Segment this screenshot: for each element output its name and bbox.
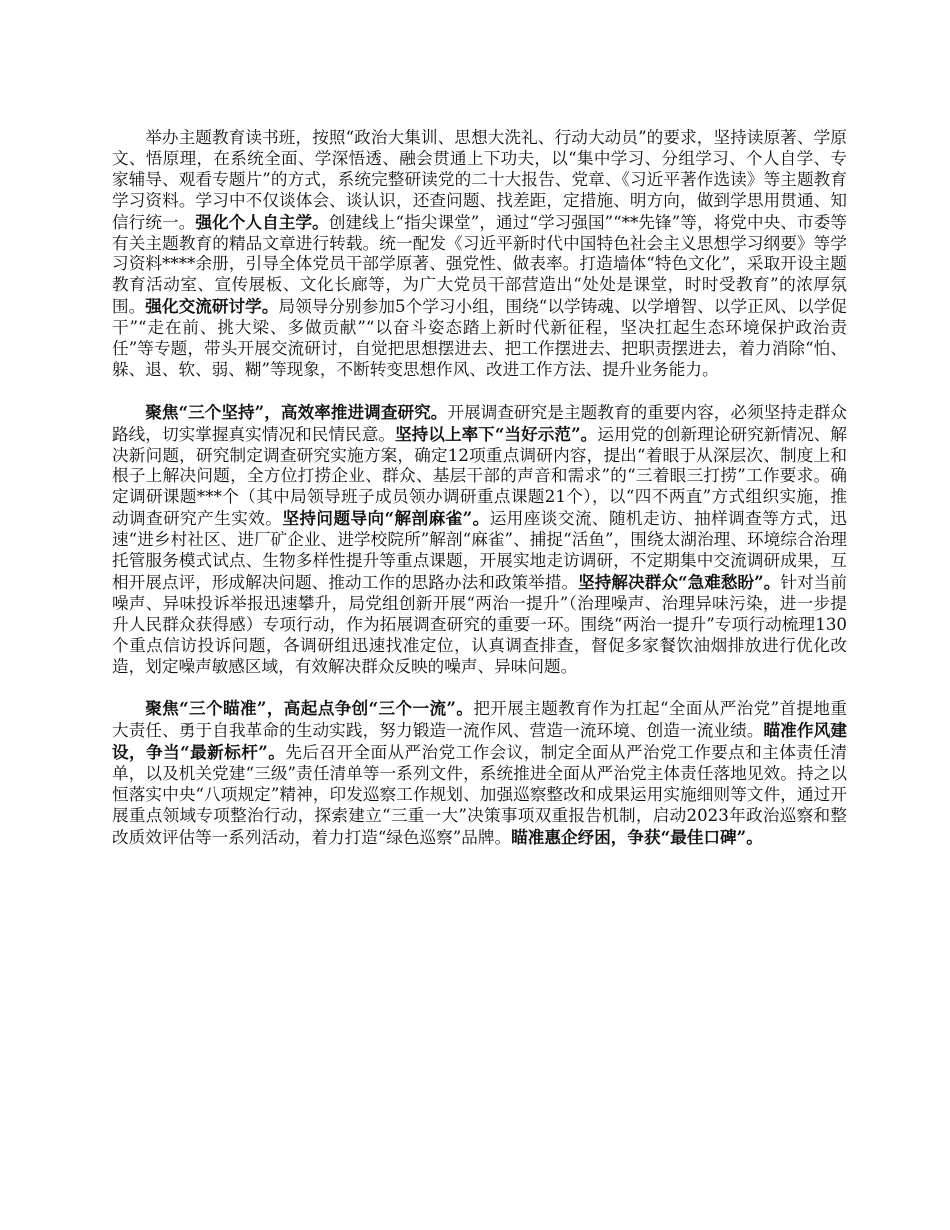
text-segment: 把开展主题教育作为扛起“全面从严治党”首提地重大责任、勇于自我革命的生动实践，努力锻造一流作风、营造一流环境、创造一流业绩。: [112, 699, 847, 741]
text-segment: 开展调查研究是主题教育的重要内容，必须坚持走群众路线，切实掌握真实情况和民情民意。: [112, 402, 847, 444]
bold-heading: 瞄准作风建设，争当“最新标杆”。: [112, 720, 847, 763]
text-segment: 运用党的创新理论研究新情况、解决新问题，研究制定调查研究实施方案，确定12项重点调研内容，提出“着眼于从深层次、制度上和根子上解决问题，全方位打捞企业、群众、基层干部的声音和需求”的“三着眼三打捞”工作要求。确定调研课题***个（其中局领导班子成员领办调研重点课题21个），以“四不两直”方式组织实施，推动调查研究产生实效。: [112, 424, 847, 529]
section-heading: 聚焦“三个瞄准”，高起点争创“三个一流”。: [145, 698, 474, 719]
bold-heading: 坚持以上率下“当好示范”。: [395, 423, 598, 444]
text-segment: 针对当前噪声、异味投诉举报迅速攀升，局党组创新开展“两治一提升”（治理噪声、治理异味污染，进一步提升人民群众获得感）专项行动，作为拓展调查研究的重要一环。围绕“两治一提升”专项行动梳理130个重点信访投诉问题，各调研组迅速找准定位，认真调查排查，督促多家餐饮油烟排放进行优化改造，划定噪声敏感区域，有效解决群众反映的噪声、异味问题。: [112, 573, 847, 676]
bold-heading: 坚持问题导向“解剖麻雀”。: [282, 508, 490, 529]
text-segment: 创建线上“指尖课堂”，通过“学习强国”“**先锋”等，将党中央、市委等有关主题教育的精品文章进行转载。统一配发《习近平新时代中国特色社会主义思想学习纲要》等学习资料****余册，引导全体党员干部学原著、强党性、做表率。打造墙体“特色文化”，采取开设主题教育活动室、宣传展板、文化长廊等，为广大党员干部营造出“处处是课堂，时时受教育”的浓厚氛围。: [112, 212, 847, 317]
paragraph-first-class: [112, 698, 847, 848]
bold-heading: 坚持解决群众“急难愁盼”。: [578, 572, 781, 593]
text-segment: 先后召开全面从严治党工作会议，制定全面从严治党工作要点和主体责任清单，以及机关党建“三级”责任清单等一系列文件，系统推进全面从严治党主体责任落地见效。持之以恒落实中央“八项规定”精神，印发巡察工作规划、加强巡察整改和成果运用实施细则等文件，通过开展重点领域专项整治行动，探索建立“三重一大”决策事项双重报告机制，启动2023年政治巡察和整改质效评估等一系列活动，着力打造“绿色巡察”品牌。: [112, 743, 847, 847]
paragraph-research: [112, 402, 847, 678]
section-heading: 聚焦“三个坚持”，高效率推进调查研究。: [145, 401, 448, 422]
paragraph-study: [112, 128, 847, 381]
document-page: [112, 128, 847, 870]
text-segment: 举办主题教育读书班，按照“政治大集训、思想大洗礼、行动大动员”的要求，坚持读原著、学原文、悟原理，在系统全面、学深悟透、融会贯通上下功夫，以“集中学习、分组学习、个人自学、专家辅导、观看专题片”的方式，系统完整研读党的二十大报告、党章、《习近平著作选读》等主题教育学习资料。学习中不仅谈体会、谈认识，还查问题、找差距，定措施、明方向，做到学思用贯通、知信行统一。: [112, 128, 847, 232]
text-segment: 运用座谈交流、随机走访、抽样调查等方式，迅速“进乡村社区、进厂矿企业、进学校院所”解剖“麻雀”、捕捉“活鱼”，围绕太湖治理、环境综合治理托管服务模式试点、生物多样性提升等重点课题，开展实地走访调研，不定期集中交流调研成果，互相开展点评，形成解决问题、推动工作的思路办法和政策举措。: [112, 509, 847, 593]
text-segment: 局领导分别参加5个学习小组，围绕“以学铸魂、以学增智、以学正风、以学促干”“走在前、挑大梁、多做贡献”“以奋斗姿态踏上新时代新征程，坚决扛起生态环境保护政治责任”等专题，带头开展交流研讨，自觉把思想摆进去、把工作摆进去、把职责摆进去，着力消除“怕、躲、退、软、弱、糊”等现象，不断转变思想作风、改进工作方法、提升业务能力。: [112, 297, 847, 379]
bold-heading: 强化交流研讨学。: [145, 296, 279, 317]
bold-heading: 瞄准惠企纾困，争获“最佳口碑”。: [511, 826, 763, 847]
bold-heading: 强化个人自主学。: [195, 211, 329, 232]
